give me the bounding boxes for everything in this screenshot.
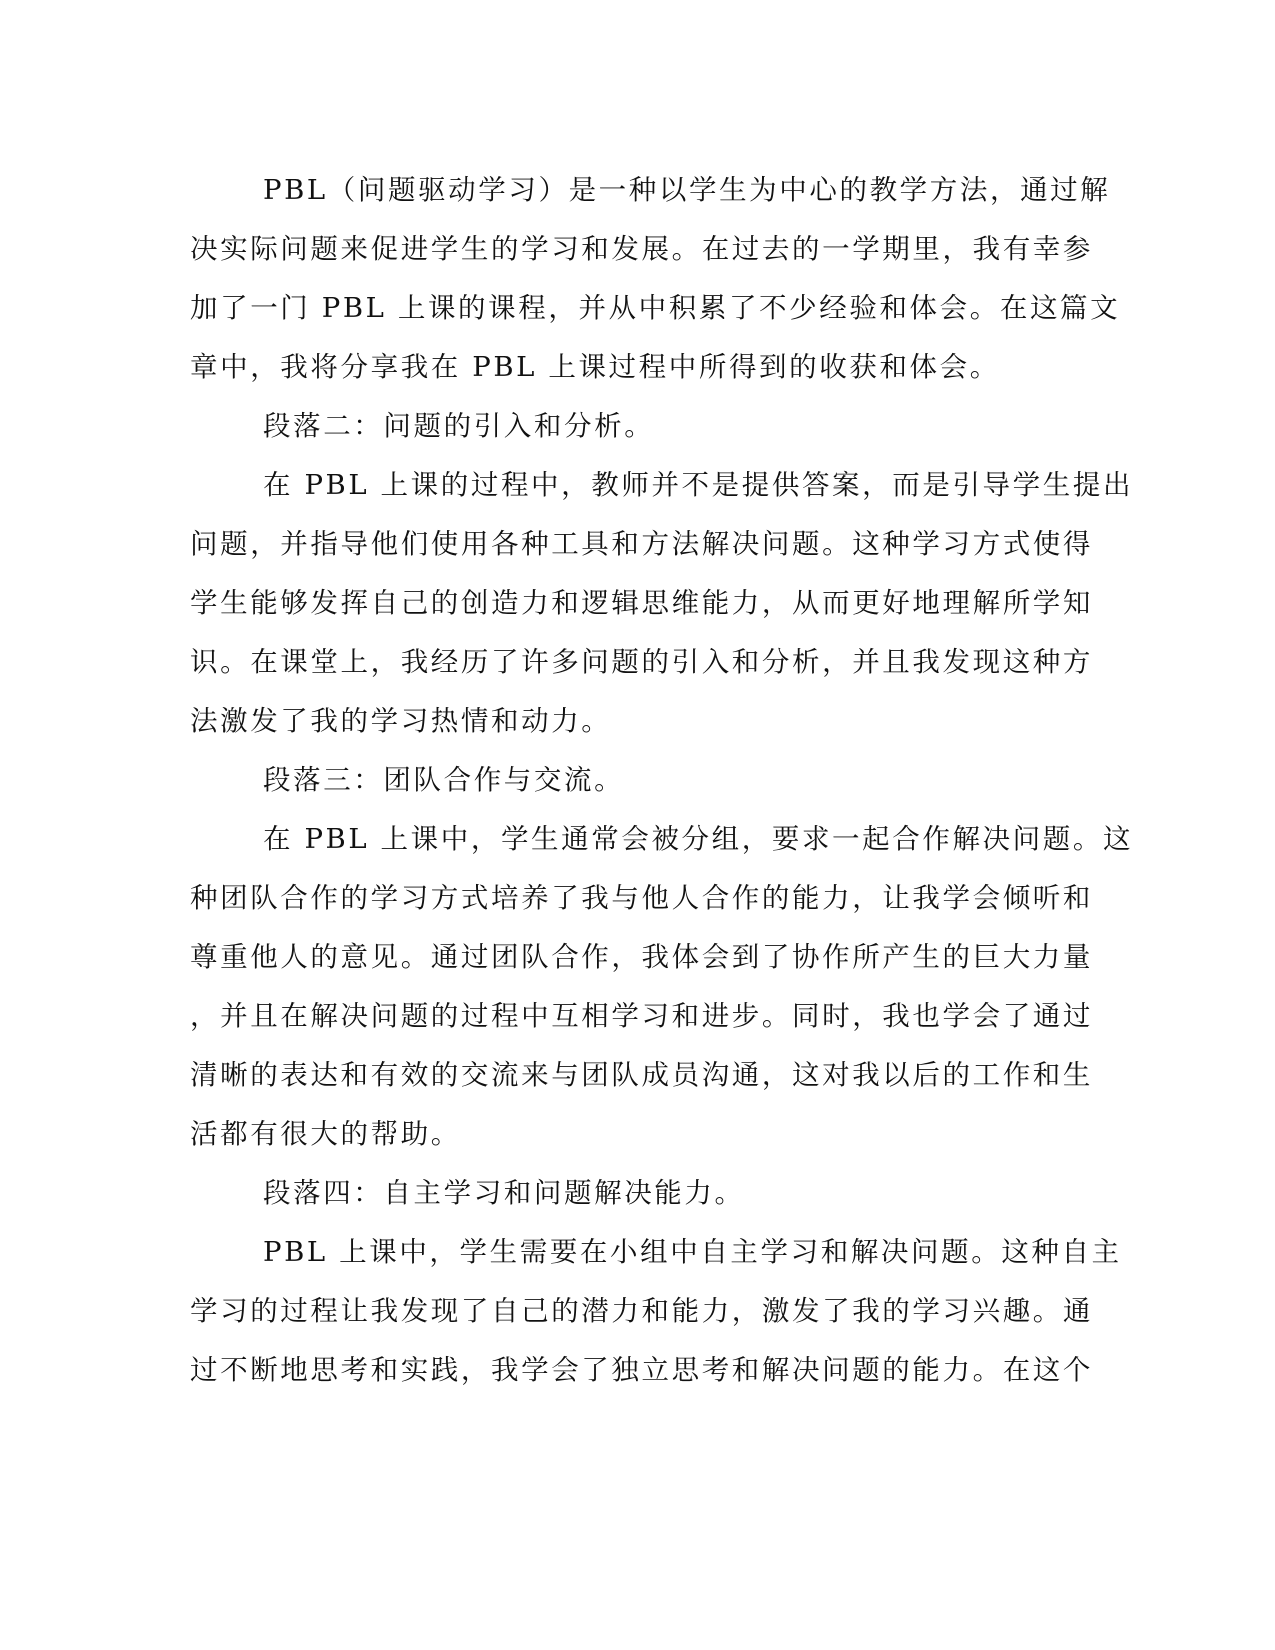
paragraph-line: 决实际问题来促进学生的学习和发展。在过去的一学期里，我有幸参 [190,233,1093,265]
section-heading: 段落二：问题的引入和分析。 [263,410,655,442]
paragraph-line: 学生能够发挥自己的创造力和逻辑思维能力，从而更好地理解所学知 [190,587,1093,619]
paragraph-line: 活都有很大的帮助。 [190,1118,461,1150]
paragraph-line: 在 PBL 上课的过程中，教师并不是提供答案，而是引导学生提出 [263,469,1134,501]
paragraph-line: 法激发了我的学习热情和动力。 [190,705,612,737]
section-heading: 段落三：团队合作与交流。 [263,764,625,796]
paragraph-line: PBL 上课中，学生需要在小组中自主学习和解决问题。这种自主 [263,1236,1122,1268]
paragraph-line: 章中，我将分享我在 PBL 上课过程中所得到的收获和体会。 [190,351,1000,383]
paragraph-line: 问题，并指导他们使用各种工具和方法解决问题。这种学习方式使得 [190,528,1093,560]
paragraph-line: 过不断地思考和实践，我学会了独立思考和解决问题的能力。在这个 [190,1354,1093,1386]
paragraph-line: 加了一门 PBL 上课的课程，并从中积累了不少经验和体会。在这篇文 [190,292,1121,324]
paragraph-line: 清晰的表达和有效的交流来与团队成员沟通，这对我以后的工作和生 [190,1059,1093,1091]
paragraph-line: 学习的过程让我发现了自己的潜力和能力，激发了我的学习兴趣。通 [190,1295,1093,1327]
paragraph-line: 尊重他人的意见。通过团队合作，我体会到了协作所产生的巨大力量 [190,941,1093,973]
section-heading: 段落四：自主学习和问题解决能力。 [263,1177,745,1209]
paragraph-line: ，并且在解决问题的过程中互相学习和进步。同时，我也学会了通过 [190,1000,1093,1032]
paragraph-line: 种团队合作的学习方式培养了我与他人合作的能力，让我学会倾听和 [190,882,1093,914]
paragraph-line: 识。在课堂上，我经历了许多问题的引入和分析，并且我发现这种方 [190,646,1093,678]
paragraph-line: PBL（问题驱动学习）是一种以学生为中心的教学方法，通过解 [263,174,1111,206]
paragraph-line: 在 PBL 上课中，学生通常会被分组，要求一起合作解决问题。这 [263,823,1134,855]
